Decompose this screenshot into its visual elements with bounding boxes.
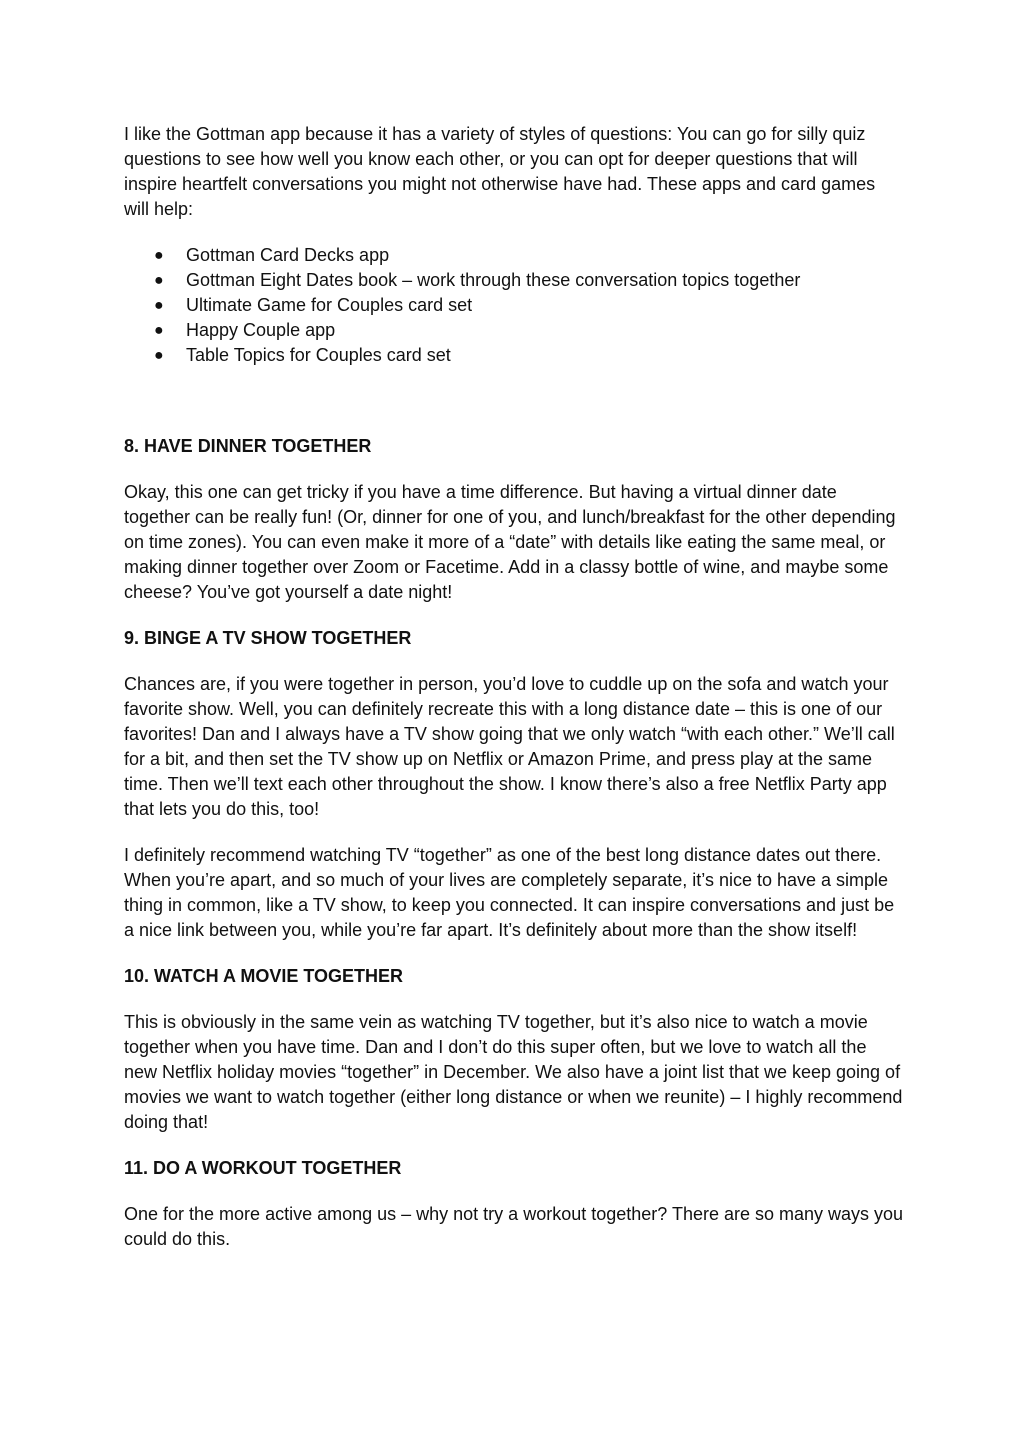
bullet-icon: ● bbox=[154, 247, 164, 264]
section-heading-workout: 11. DO A WORKOUT TOGETHER bbox=[124, 1158, 402, 1178]
document-page bbox=[124, 122, 904, 1252]
section-paragraph: Okay, this one can get tricky if you have a time difference. But having a virtual dinner date together can be really fun! (Or, dinner for one of you, and lunch/breakfast for the other depending on time zones). You can even make it more of a “date” with details like eating the same meal, or making dinner together over Zoom or Facetime. Add in a classy bottle of wine, and maybe some cheese? You’ve got yourself a date night! bbox=[124, 482, 896, 602]
list-item bbox=[124, 318, 904, 343]
list-item bbox=[124, 268, 904, 293]
list-item-text: Ultimate Game for Couples card set bbox=[186, 295, 473, 315]
section-heading-tv-show: 9. BINGE A TV SHOW TOGETHER bbox=[124, 628, 412, 648]
section-paragraph: Chances are, if you were together in person, you’d love to cuddle up on the sofa and watch your favorite show. Well, you can definitely recreate this with a long distance date – this is one of our favorites! Dan and I always have a TV show going that we only watch “with each other.” We’ll call for a bit, and then set the TV show up on Netflix or Amazon Prime, and press play at the same time. Then we’ll text each other throughout the show. I know there’s also a free Netflix Party app that lets you do this, too! bbox=[124, 674, 895, 819]
list-item bbox=[124, 293, 904, 318]
list-item-text: Gottman Card Decks app bbox=[186, 245, 390, 265]
section-paragraph: This is obviously in the same vein as watching TV together, but it’s also nice to watch a movie together when you have time. Dan and I don’t do this super often, but we love to watch all the new Netflix holiday movies “together” in December. We also have a joint list that we keep going of movies we want to watch together (either long distance or when we reunite) – I highly recommend doing that! bbox=[124, 1012, 903, 1132]
section-paragraph: I definitely recommend watching TV “together” as one of the best long distance dates out there. When you’re apart, and so much of your lives are completely separate, it’s nice to have a simple thing in common, like a TV show, to keep you connected. It can inspire conversations and just be a nice link between you, while you’re far apart. It’s definitely about more than the show itself! bbox=[124, 845, 895, 940]
bullet-icon: ● bbox=[154, 297, 164, 314]
list-item bbox=[124, 343, 904, 368]
section-heading-dinner: 8. HAVE DINNER TOGETHER bbox=[124, 436, 372, 456]
list-item bbox=[124, 243, 904, 268]
intro-paragraph: I like the Gottman app because it has a variety of styles of questions: You can go for silly quiz questions to see how well you know each other, or you can opt for deeper questions that will inspire heartfelt conversations you might not otherwise have had. These apps and card games will help: bbox=[124, 124, 876, 219]
app-list bbox=[124, 243, 904, 368]
list-item-text: Table Topics for Couples card set bbox=[186, 345, 451, 365]
bullet-icon: ● bbox=[154, 322, 164, 339]
list-item-text: Happy Couple app bbox=[186, 320, 336, 340]
section-heading-movie: 10. WATCH A MOVIE TOGETHER bbox=[124, 966, 404, 986]
bullet-icon: ● bbox=[154, 347, 164, 364]
list-item-text: Gottman Eight Dates book – work through these conversation topics together bbox=[186, 270, 801, 290]
bullet-icon: ● bbox=[154, 272, 164, 289]
section-paragraph: One for the more active among us – why not try a workout together? There are so many ways you could do this. bbox=[124, 1204, 904, 1249]
